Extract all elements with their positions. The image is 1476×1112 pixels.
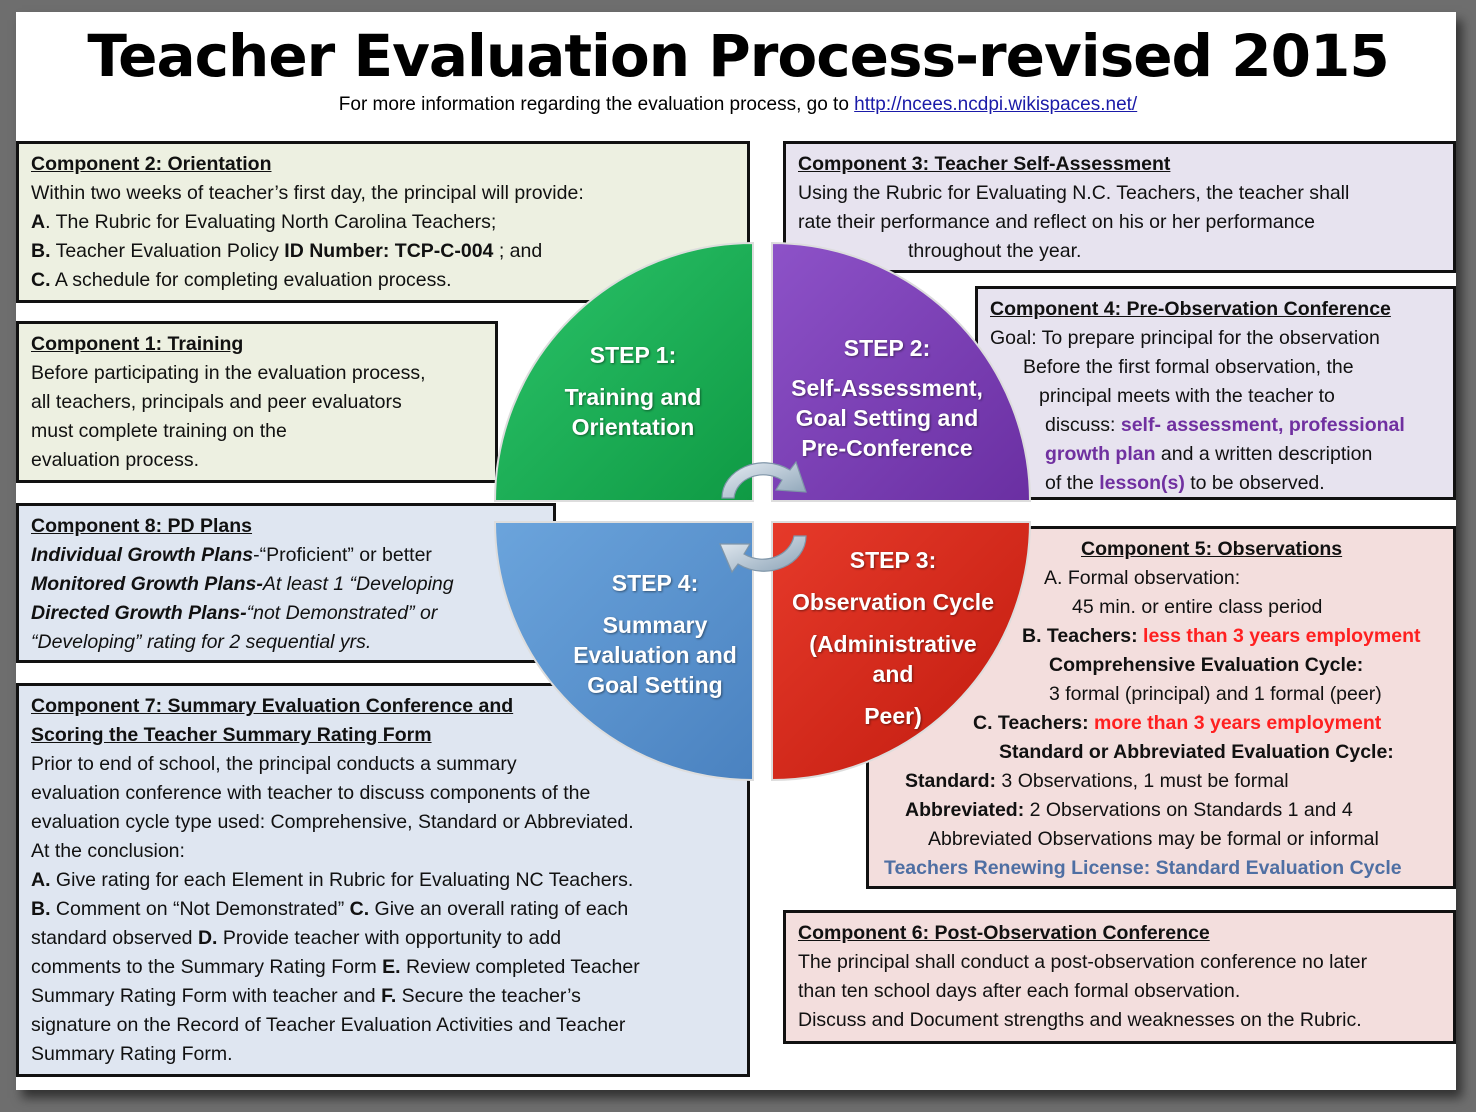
component-5-title: Component 5: Observations <box>1081 538 1343 560</box>
step-2-label: STEP 2: <box>843 335 931 361</box>
step-3-name: Peer) <box>864 703 922 729</box>
component-5-line: 3 formal (principal) and 1 formal (peer) <box>1049 683 1382 705</box>
plan-directed: Directed Growth Plans-“not Demonstrated” or <box>31 602 438 624</box>
component-7-line: evaluation cycle type used: Comprehensive, Standard or Abbreviated. <box>31 811 634 833</box>
info-link[interactable]: http://ncees.ncdpi.wikispaces.net/ <box>854 94 1138 115</box>
component-5-line: Abbreviated Observations may be formal or informal <box>928 828 1379 850</box>
component-5-line: C. Teachers: more than 3 years employment <box>973 712 1382 734</box>
component-5-line: Abbreviated: 2 Observations on Standards 1 and 4 <box>905 799 1353 821</box>
component-1-line: evaluation process. <box>31 449 200 471</box>
component-1-line: must complete training on the <box>31 420 287 442</box>
component-7-item-e: comments to the Summary Rating Form E. Review completed Teacher <box>31 956 640 978</box>
step-1-label: STEP 1: <box>589 342 677 368</box>
component-2-item-a: A. The Rubric for Evaluating North Carolina Teachers; <box>31 211 497 233</box>
component-1-title: Component 1: Training <box>31 333 244 355</box>
component-5-line: Standard or Abbreviated Evaluation Cycle: <box>999 741 1394 763</box>
step-2-name: Self-Assessment, Goal Setting and Pre-Conference <box>791 375 983 461</box>
component-1-line: Before participating in the evaluation process, <box>31 362 426 384</box>
step-4-name: Summary Evaluation and Goal Setting <box>573 612 737 698</box>
component-2-title: Component 2: Orientation <box>31 153 272 175</box>
step-3-text <box>782 545 1004 731</box>
component-3-line: throughout the year. <box>908 240 1082 262</box>
component-5-line: B. Teachers: less than 3 years employment <box>1022 625 1421 647</box>
component-6-line: Discuss and Document strengths and weaknesses on the Rubric. <box>798 1009 1362 1031</box>
subtitle-text: For more information regarding the evaluation process, go to <box>338 94 855 115</box>
component-2-intro: Within two weeks of teacher’s first day, the principal will provide: <box>31 182 584 204</box>
plan-directed-cont: “Developing” rating for 2 sequential yrs. <box>31 631 372 653</box>
component-1-line: all teachers, principals and peer evaluators <box>31 391 402 413</box>
component-2-item-c: C. A schedule for completing evaluation process. <box>31 269 452 291</box>
component-7-item-d: standard observed D. Provide teacher with opportunity to add <box>31 927 562 949</box>
component-4-line: of the lesson(s) to be observed. <box>1045 472 1325 494</box>
step-3-label: STEP 3: <box>849 547 937 573</box>
component-7-line: At the conclusion: <box>31 840 185 862</box>
component-7-title: Scoring the Teacher Summary Rating Form <box>31 724 432 746</box>
component-7-item-bc: B. Comment on “Not Demonstrated” C. Give an overall rating of each <box>31 898 629 920</box>
component-7-line: Summary Rating Form. <box>31 1043 233 1065</box>
component-5-line: A. Formal observation: <box>1044 567 1241 589</box>
step-1-text <box>548 340 718 442</box>
component-3-line: Using the Rubric for Evaluating N.C. Teachers, the teacher shall <box>798 182 1350 204</box>
step-2-text <box>782 333 992 463</box>
component-7-item-f: Summary Rating Form with teacher and F. Secure the teacher’s <box>31 985 581 1007</box>
component-4-line: growth plan and a written description <box>1045 443 1373 465</box>
component-7-item-a: A. Give rating for each Element in Rubric for Evaluating NC Teachers. <box>31 869 634 891</box>
step-3-name: (Administrative <box>809 631 977 657</box>
plan-individual: Individual Growth Plans-“Proficient” or better <box>31 544 432 566</box>
component-7-line: evaluation conference with teacher to discuss components of the <box>31 782 591 804</box>
component-5-line: Standard: 3 Observations, 1 must be formal <box>905 770 1289 792</box>
plan-monitored: Monitored Growth Plans-At least 1 “Developing <box>31 573 454 595</box>
component-4-title: Component 4: Pre-Observation Conference <box>990 298 1391 320</box>
component-7-line: Prior to end of school, the principal conducts a summary <box>31 753 517 775</box>
component-4-line: Before the first formal observation, the <box>1023 356 1354 378</box>
step-4-label: STEP 4: <box>611 570 699 596</box>
component-6-line: The principal shall conduct a post-observation conference no later <box>798 951 1368 973</box>
component-7-line: signature on the Record of Teacher Evaluation Activities and Teacher <box>31 1014 626 1036</box>
step-1-name: Training and Orientation <box>564 384 702 440</box>
component-6-title: Component 6: Post-Observation Conference <box>798 922 1210 944</box>
step-3-name: Observation Cycle <box>792 589 994 615</box>
component-2-item-b: B. Teacher Evaluation Policy ID Number: TCP-C-004 ; and <box>31 240 543 262</box>
component-3-line: rate their performance and reflect on his or her performance <box>798 211 1316 233</box>
step-3-name: and <box>872 661 914 687</box>
component-5-line: Comprehensive Evaluation Cycle: <box>1049 654 1364 676</box>
page-title: Teacher Evaluation Process-revised 2015 <box>87 22 1389 90</box>
component-5-line: 45 min. or entire class period <box>1072 596 1323 618</box>
step-4-text <box>560 568 750 700</box>
component-3-title: Component 3: Teacher Self-Assessment <box>798 153 1171 175</box>
component-4-line: principal meets with the teacher to <box>1039 385 1335 407</box>
component-5-line: Teachers Renewing License: Standard Evaluation Cycle <box>884 857 1402 879</box>
component-4-line: discuss: self- assessment, professional <box>1045 414 1405 436</box>
component-6-line: than ten school days after each formal observation. <box>798 980 1241 1002</box>
component-4-line: Goal: To prepare principal for the observation <box>990 327 1380 349</box>
component-8-title: Component 8: PD Plans <box>31 515 253 537</box>
component-7-title: Component 7: Summary Evaluation Conference and <box>31 695 514 717</box>
